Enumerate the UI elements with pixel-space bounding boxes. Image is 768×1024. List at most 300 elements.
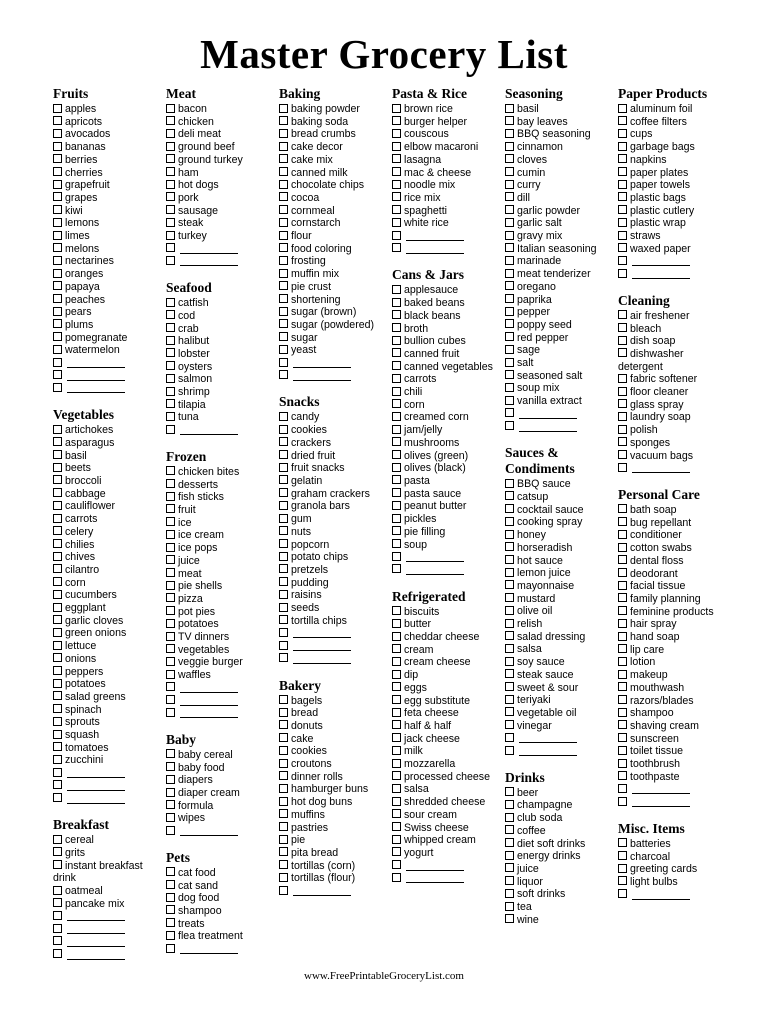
checkbox[interactable] bbox=[166, 543, 175, 552]
checkbox[interactable] bbox=[505, 733, 514, 742]
checkbox[interactable] bbox=[166, 788, 175, 797]
checkbox[interactable] bbox=[166, 682, 175, 691]
checkbox[interactable] bbox=[618, 530, 627, 539]
checkbox[interactable] bbox=[392, 374, 401, 383]
checkbox[interactable] bbox=[279, 526, 288, 535]
checkbox[interactable] bbox=[166, 530, 175, 539]
checkbox[interactable] bbox=[618, 450, 627, 459]
checkbox[interactable] bbox=[279, 628, 288, 637]
checkbox[interactable] bbox=[392, 644, 401, 653]
checkbox[interactable] bbox=[53, 666, 62, 675]
checkbox[interactable] bbox=[618, 733, 627, 742]
checkbox[interactable] bbox=[279, 873, 288, 882]
checkbox[interactable] bbox=[53, 231, 62, 240]
checkbox[interactable] bbox=[166, 231, 175, 240]
checkbox[interactable] bbox=[392, 784, 401, 793]
checkbox[interactable] bbox=[618, 243, 627, 252]
checkbox[interactable] bbox=[618, 256, 627, 265]
checkbox[interactable] bbox=[53, 116, 62, 125]
checkbox[interactable] bbox=[392, 231, 401, 240]
checkbox[interactable] bbox=[53, 256, 62, 265]
checkbox[interactable] bbox=[166, 644, 175, 653]
checkbox[interactable] bbox=[618, 323, 627, 332]
checkbox[interactable] bbox=[505, 720, 514, 729]
checkbox[interactable] bbox=[392, 412, 401, 421]
checkbox[interactable] bbox=[505, 256, 514, 265]
checkbox[interactable] bbox=[166, 298, 175, 307]
checkbox[interactable] bbox=[392, 167, 401, 176]
checkbox[interactable] bbox=[618, 851, 627, 860]
checkbox[interactable] bbox=[505, 914, 514, 923]
checkbox[interactable] bbox=[392, 733, 401, 742]
checkbox[interactable] bbox=[392, 116, 401, 125]
checkbox[interactable] bbox=[505, 593, 514, 602]
checkbox[interactable] bbox=[166, 657, 175, 666]
checkbox[interactable] bbox=[279, 154, 288, 163]
checkbox[interactable] bbox=[505, 517, 514, 526]
checkbox[interactable] bbox=[392, 822, 401, 831]
checkbox[interactable] bbox=[279, 192, 288, 201]
checkbox[interactable] bbox=[392, 606, 401, 615]
checkbox[interactable] bbox=[279, 564, 288, 573]
checkbox[interactable] bbox=[53, 691, 62, 700]
checkbox[interactable] bbox=[166, 775, 175, 784]
checkbox[interactable] bbox=[505, 243, 514, 252]
checkbox[interactable] bbox=[618, 142, 627, 151]
checkbox[interactable] bbox=[279, 615, 288, 624]
checkbox[interactable] bbox=[166, 708, 175, 717]
checkbox[interactable] bbox=[166, 931, 175, 940]
checkbox[interactable] bbox=[53, 307, 62, 316]
checkbox[interactable] bbox=[618, 784, 627, 793]
checkbox[interactable] bbox=[505, 644, 514, 653]
checkbox[interactable] bbox=[279, 412, 288, 421]
checkbox[interactable] bbox=[53, 603, 62, 612]
checkbox[interactable] bbox=[618, 437, 627, 446]
checkbox[interactable] bbox=[53, 501, 62, 510]
checkbox[interactable] bbox=[166, 243, 175, 252]
checkbox[interactable] bbox=[166, 323, 175, 332]
checkbox[interactable] bbox=[279, 784, 288, 793]
checkbox[interactable] bbox=[53, 450, 62, 459]
checkbox[interactable] bbox=[279, 425, 288, 434]
checkbox[interactable] bbox=[53, 319, 62, 328]
checkbox[interactable] bbox=[392, 348, 401, 357]
checkbox[interactable] bbox=[505, 580, 514, 589]
checkbox[interactable] bbox=[618, 167, 627, 176]
checkbox[interactable] bbox=[618, 619, 627, 628]
checkbox[interactable] bbox=[618, 129, 627, 138]
checkbox[interactable] bbox=[618, 399, 627, 408]
checkbox[interactable] bbox=[53, 294, 62, 303]
checkbox[interactable] bbox=[279, 847, 288, 856]
checkbox[interactable] bbox=[53, 180, 62, 189]
checkbox[interactable] bbox=[53, 129, 62, 138]
checkbox[interactable] bbox=[618, 593, 627, 602]
checkbox[interactable] bbox=[392, 218, 401, 227]
checkbox[interactable] bbox=[618, 154, 627, 163]
checkbox[interactable] bbox=[279, 771, 288, 780]
checkbox[interactable] bbox=[53, 218, 62, 227]
checkbox[interactable] bbox=[279, 256, 288, 265]
checkbox[interactable] bbox=[505, 383, 514, 392]
checkbox[interactable] bbox=[53, 370, 62, 379]
checkbox[interactable] bbox=[505, 116, 514, 125]
checkbox[interactable] bbox=[392, 746, 401, 755]
checkbox[interactable] bbox=[279, 653, 288, 662]
checkbox[interactable] bbox=[505, 231, 514, 240]
checkbox[interactable] bbox=[505, 142, 514, 151]
checkbox[interactable] bbox=[166, 905, 175, 914]
checkbox[interactable] bbox=[166, 749, 175, 758]
checkbox[interactable] bbox=[279, 463, 288, 472]
checkbox[interactable] bbox=[53, 437, 62, 446]
checkbox[interactable] bbox=[279, 180, 288, 189]
checkbox[interactable] bbox=[166, 492, 175, 501]
checkbox[interactable] bbox=[618, 771, 627, 780]
checkbox[interactable] bbox=[279, 641, 288, 650]
checkbox[interactable] bbox=[166, 762, 175, 771]
checkbox[interactable] bbox=[392, 285, 401, 294]
checkbox[interactable] bbox=[618, 797, 627, 806]
checkbox[interactable] bbox=[279, 720, 288, 729]
checkbox[interactable] bbox=[53, 936, 62, 945]
checkbox[interactable] bbox=[392, 539, 401, 548]
checkbox[interactable] bbox=[53, 345, 62, 354]
checkbox[interactable] bbox=[166, 944, 175, 953]
checkbox[interactable] bbox=[392, 771, 401, 780]
checkbox[interactable] bbox=[618, 205, 627, 214]
checkbox[interactable] bbox=[279, 809, 288, 818]
checkbox[interactable] bbox=[166, 695, 175, 704]
checkbox[interactable] bbox=[53, 886, 62, 895]
checkbox[interactable] bbox=[505, 902, 514, 911]
checkbox[interactable] bbox=[166, 606, 175, 615]
checkbox[interactable] bbox=[279, 577, 288, 586]
checkbox[interactable] bbox=[279, 205, 288, 214]
checkbox[interactable] bbox=[505, 542, 514, 551]
checkbox[interactable] bbox=[505, 530, 514, 539]
checkbox[interactable] bbox=[279, 167, 288, 176]
checkbox[interactable] bbox=[392, 682, 401, 691]
checkbox[interactable] bbox=[505, 408, 514, 417]
checkbox[interactable] bbox=[505, 669, 514, 678]
checkbox[interactable] bbox=[618, 336, 627, 345]
checkbox[interactable] bbox=[53, 192, 62, 201]
checkbox[interactable] bbox=[392, 129, 401, 138]
checkbox[interactable] bbox=[279, 501, 288, 510]
checkbox[interactable] bbox=[618, 644, 627, 653]
checkbox[interactable] bbox=[618, 543, 627, 552]
checkbox[interactable] bbox=[53, 526, 62, 535]
checkbox[interactable] bbox=[505, 504, 514, 513]
checkbox[interactable] bbox=[505, 889, 514, 898]
checkbox[interactable] bbox=[166, 116, 175, 125]
checkbox[interactable] bbox=[618, 708, 627, 717]
checkbox[interactable] bbox=[392, 310, 401, 319]
checkbox[interactable] bbox=[279, 370, 288, 379]
checkbox[interactable] bbox=[53, 679, 62, 688]
checkbox[interactable] bbox=[279, 603, 288, 612]
checkbox[interactable] bbox=[392, 142, 401, 151]
checkbox[interactable] bbox=[505, 619, 514, 628]
checkbox[interactable] bbox=[618, 192, 627, 201]
checkbox[interactable] bbox=[618, 746, 627, 755]
checkbox[interactable] bbox=[392, 526, 401, 535]
checkbox[interactable] bbox=[392, 873, 401, 882]
checkbox[interactable] bbox=[392, 501, 401, 510]
checkbox[interactable] bbox=[166, 348, 175, 357]
checkbox[interactable] bbox=[53, 628, 62, 637]
checkbox[interactable] bbox=[53, 704, 62, 713]
checkbox[interactable] bbox=[505, 876, 514, 885]
checkbox[interactable] bbox=[392, 243, 401, 252]
checkbox[interactable] bbox=[618, 412, 627, 421]
checkbox[interactable] bbox=[279, 319, 288, 328]
checkbox[interactable] bbox=[279, 243, 288, 252]
checkbox[interactable] bbox=[505, 421, 514, 430]
checkbox[interactable] bbox=[505, 825, 514, 834]
checkbox[interactable] bbox=[166, 813, 175, 822]
checkbox[interactable] bbox=[505, 787, 514, 796]
checkbox[interactable] bbox=[505, 746, 514, 755]
checkbox[interactable] bbox=[505, 154, 514, 163]
checkbox[interactable] bbox=[505, 396, 514, 405]
checkbox[interactable] bbox=[505, 319, 514, 328]
checkbox[interactable] bbox=[53, 742, 62, 751]
checkbox[interactable] bbox=[392, 399, 401, 408]
checkbox[interactable] bbox=[505, 657, 514, 666]
checkbox[interactable] bbox=[392, 463, 401, 472]
checkbox[interactable] bbox=[166, 205, 175, 214]
checkbox[interactable] bbox=[392, 514, 401, 523]
checkbox[interactable] bbox=[53, 552, 62, 561]
checkbox[interactable] bbox=[618, 581, 627, 590]
checkbox[interactable] bbox=[505, 813, 514, 822]
checkbox[interactable] bbox=[166, 218, 175, 227]
checkbox[interactable] bbox=[279, 475, 288, 484]
checkbox[interactable] bbox=[279, 695, 288, 704]
checkbox[interactable] bbox=[279, 797, 288, 806]
checkbox[interactable] bbox=[279, 746, 288, 755]
checkbox[interactable] bbox=[166, 310, 175, 319]
checkbox[interactable] bbox=[53, 577, 62, 586]
checkbox[interactable] bbox=[166, 504, 175, 513]
checkbox[interactable] bbox=[279, 129, 288, 138]
checkbox[interactable] bbox=[279, 294, 288, 303]
checkbox[interactable] bbox=[166, 867, 175, 876]
checkbox[interactable] bbox=[392, 670, 401, 679]
checkbox[interactable] bbox=[279, 269, 288, 278]
checkbox[interactable] bbox=[166, 555, 175, 564]
checkbox[interactable] bbox=[279, 835, 288, 844]
checkbox[interactable] bbox=[166, 593, 175, 602]
checkbox[interactable] bbox=[505, 205, 514, 214]
checkbox[interactable] bbox=[53, 615, 62, 624]
checkbox[interactable] bbox=[392, 860, 401, 869]
checkbox[interactable] bbox=[392, 154, 401, 163]
checkbox[interactable] bbox=[166, 374, 175, 383]
checkbox[interactable] bbox=[392, 180, 401, 189]
checkbox[interactable] bbox=[166, 154, 175, 163]
checkbox[interactable] bbox=[505, 269, 514, 278]
checkbox[interactable] bbox=[505, 345, 514, 354]
checkbox[interactable] bbox=[279, 539, 288, 548]
checkbox[interactable] bbox=[53, 835, 62, 844]
checkbox[interactable] bbox=[392, 657, 401, 666]
checkbox[interactable] bbox=[53, 281, 62, 290]
checkbox[interactable] bbox=[166, 361, 175, 370]
checkbox[interactable] bbox=[618, 387, 627, 396]
checkbox[interactable] bbox=[166, 167, 175, 176]
checkbox[interactable] bbox=[279, 218, 288, 227]
checkbox[interactable] bbox=[53, 780, 62, 789]
checkbox[interactable] bbox=[392, 720, 401, 729]
checkbox[interactable] bbox=[279, 514, 288, 523]
checkbox[interactable] bbox=[618, 269, 627, 278]
checkbox[interactable] bbox=[618, 463, 627, 472]
checkbox[interactable] bbox=[505, 129, 514, 138]
checkbox[interactable] bbox=[53, 590, 62, 599]
checkbox[interactable] bbox=[53, 514, 62, 523]
checkbox[interactable] bbox=[166, 568, 175, 577]
checkbox[interactable] bbox=[53, 564, 62, 573]
checkbox[interactable] bbox=[618, 682, 627, 691]
checkbox[interactable] bbox=[53, 717, 62, 726]
checkbox[interactable] bbox=[279, 886, 288, 895]
checkbox[interactable] bbox=[53, 847, 62, 856]
checkbox[interactable] bbox=[618, 759, 627, 768]
checkbox[interactable] bbox=[53, 358, 62, 367]
checkbox[interactable] bbox=[618, 504, 627, 513]
checkbox[interactable] bbox=[279, 552, 288, 561]
checkbox[interactable] bbox=[618, 695, 627, 704]
checkbox[interactable] bbox=[53, 924, 62, 933]
checkbox[interactable] bbox=[53, 425, 62, 434]
checkbox[interactable] bbox=[53, 539, 62, 548]
checkbox[interactable] bbox=[53, 641, 62, 650]
checkbox[interactable] bbox=[392, 450, 401, 459]
checkbox[interactable] bbox=[505, 180, 514, 189]
checkbox[interactable] bbox=[166, 826, 175, 835]
checkbox[interactable] bbox=[392, 552, 401, 561]
checkbox[interactable] bbox=[279, 358, 288, 367]
checkbox[interactable] bbox=[166, 517, 175, 526]
checkbox[interactable] bbox=[505, 104, 514, 113]
checkbox[interactable] bbox=[392, 475, 401, 484]
checkbox[interactable] bbox=[618, 425, 627, 434]
checkbox[interactable] bbox=[53, 332, 62, 341]
checkbox[interactable] bbox=[166, 619, 175, 628]
checkbox[interactable] bbox=[618, 876, 627, 885]
checkbox[interactable] bbox=[279, 708, 288, 717]
checkbox[interactable] bbox=[53, 898, 62, 907]
checkbox[interactable] bbox=[392, 323, 401, 332]
checkbox[interactable] bbox=[279, 307, 288, 316]
checkbox[interactable] bbox=[392, 619, 401, 628]
checkbox[interactable] bbox=[279, 231, 288, 240]
checkbox[interactable] bbox=[618, 348, 627, 357]
checkbox[interactable] bbox=[166, 412, 175, 421]
checkbox[interactable] bbox=[392, 205, 401, 214]
checkbox[interactable] bbox=[392, 847, 401, 856]
checkbox[interactable] bbox=[505, 863, 514, 872]
checkbox[interactable] bbox=[166, 466, 175, 475]
checkbox[interactable] bbox=[53, 383, 62, 392]
checkbox[interactable] bbox=[279, 116, 288, 125]
checkbox[interactable] bbox=[166, 387, 175, 396]
checkbox[interactable] bbox=[505, 631, 514, 640]
checkbox[interactable] bbox=[618, 555, 627, 564]
checkbox[interactable] bbox=[53, 755, 62, 764]
checkbox[interactable] bbox=[392, 104, 401, 113]
checkbox[interactable] bbox=[618, 606, 627, 615]
checkbox[interactable] bbox=[505, 606, 514, 615]
checkbox[interactable] bbox=[166, 918, 175, 927]
checkbox[interactable] bbox=[279, 733, 288, 742]
checkbox[interactable] bbox=[392, 695, 401, 704]
checkbox[interactable] bbox=[166, 581, 175, 590]
checkbox[interactable] bbox=[618, 864, 627, 873]
checkbox[interactable] bbox=[618, 231, 627, 240]
checkbox[interactable] bbox=[392, 797, 401, 806]
checkbox[interactable] bbox=[166, 180, 175, 189]
checkbox[interactable] bbox=[618, 374, 627, 383]
checkbox[interactable] bbox=[166, 192, 175, 201]
checkbox[interactable] bbox=[279, 822, 288, 831]
checkbox[interactable] bbox=[279, 104, 288, 113]
checkbox[interactable] bbox=[505, 167, 514, 176]
checkbox[interactable] bbox=[279, 759, 288, 768]
checkbox[interactable] bbox=[53, 142, 62, 151]
checkbox[interactable] bbox=[505, 332, 514, 341]
checkbox[interactable] bbox=[279, 345, 288, 354]
checkbox[interactable] bbox=[392, 564, 401, 573]
checkbox[interactable] bbox=[279, 142, 288, 151]
checkbox[interactable] bbox=[166, 880, 175, 889]
checkbox[interactable] bbox=[53, 653, 62, 662]
checkbox[interactable] bbox=[618, 889, 627, 898]
checkbox[interactable] bbox=[505, 851, 514, 860]
checkbox[interactable] bbox=[505, 682, 514, 691]
checkbox[interactable] bbox=[279, 860, 288, 869]
checkbox[interactable] bbox=[166, 425, 175, 434]
checkbox[interactable] bbox=[618, 720, 627, 729]
checkbox[interactable] bbox=[392, 809, 401, 818]
checkbox[interactable] bbox=[505, 479, 514, 488]
checkbox[interactable] bbox=[166, 800, 175, 809]
checkbox[interactable] bbox=[618, 310, 627, 319]
checkbox[interactable] bbox=[392, 361, 401, 370]
checkbox[interactable] bbox=[618, 657, 627, 666]
checkbox[interactable] bbox=[618, 838, 627, 847]
checkbox[interactable] bbox=[505, 358, 514, 367]
checkbox[interactable] bbox=[505, 370, 514, 379]
checkbox[interactable] bbox=[505, 707, 514, 716]
checkbox[interactable] bbox=[505, 294, 514, 303]
checkbox[interactable] bbox=[618, 104, 627, 113]
checkbox[interactable] bbox=[53, 205, 62, 214]
checkbox[interactable] bbox=[53, 793, 62, 802]
checkbox[interactable] bbox=[618, 632, 627, 641]
checkbox[interactable] bbox=[392, 488, 401, 497]
checkbox[interactable] bbox=[53, 167, 62, 176]
checkbox[interactable] bbox=[392, 835, 401, 844]
checkbox[interactable] bbox=[279, 450, 288, 459]
checkbox[interactable] bbox=[392, 425, 401, 434]
checkbox[interactable] bbox=[279, 590, 288, 599]
checkbox[interactable] bbox=[166, 632, 175, 641]
